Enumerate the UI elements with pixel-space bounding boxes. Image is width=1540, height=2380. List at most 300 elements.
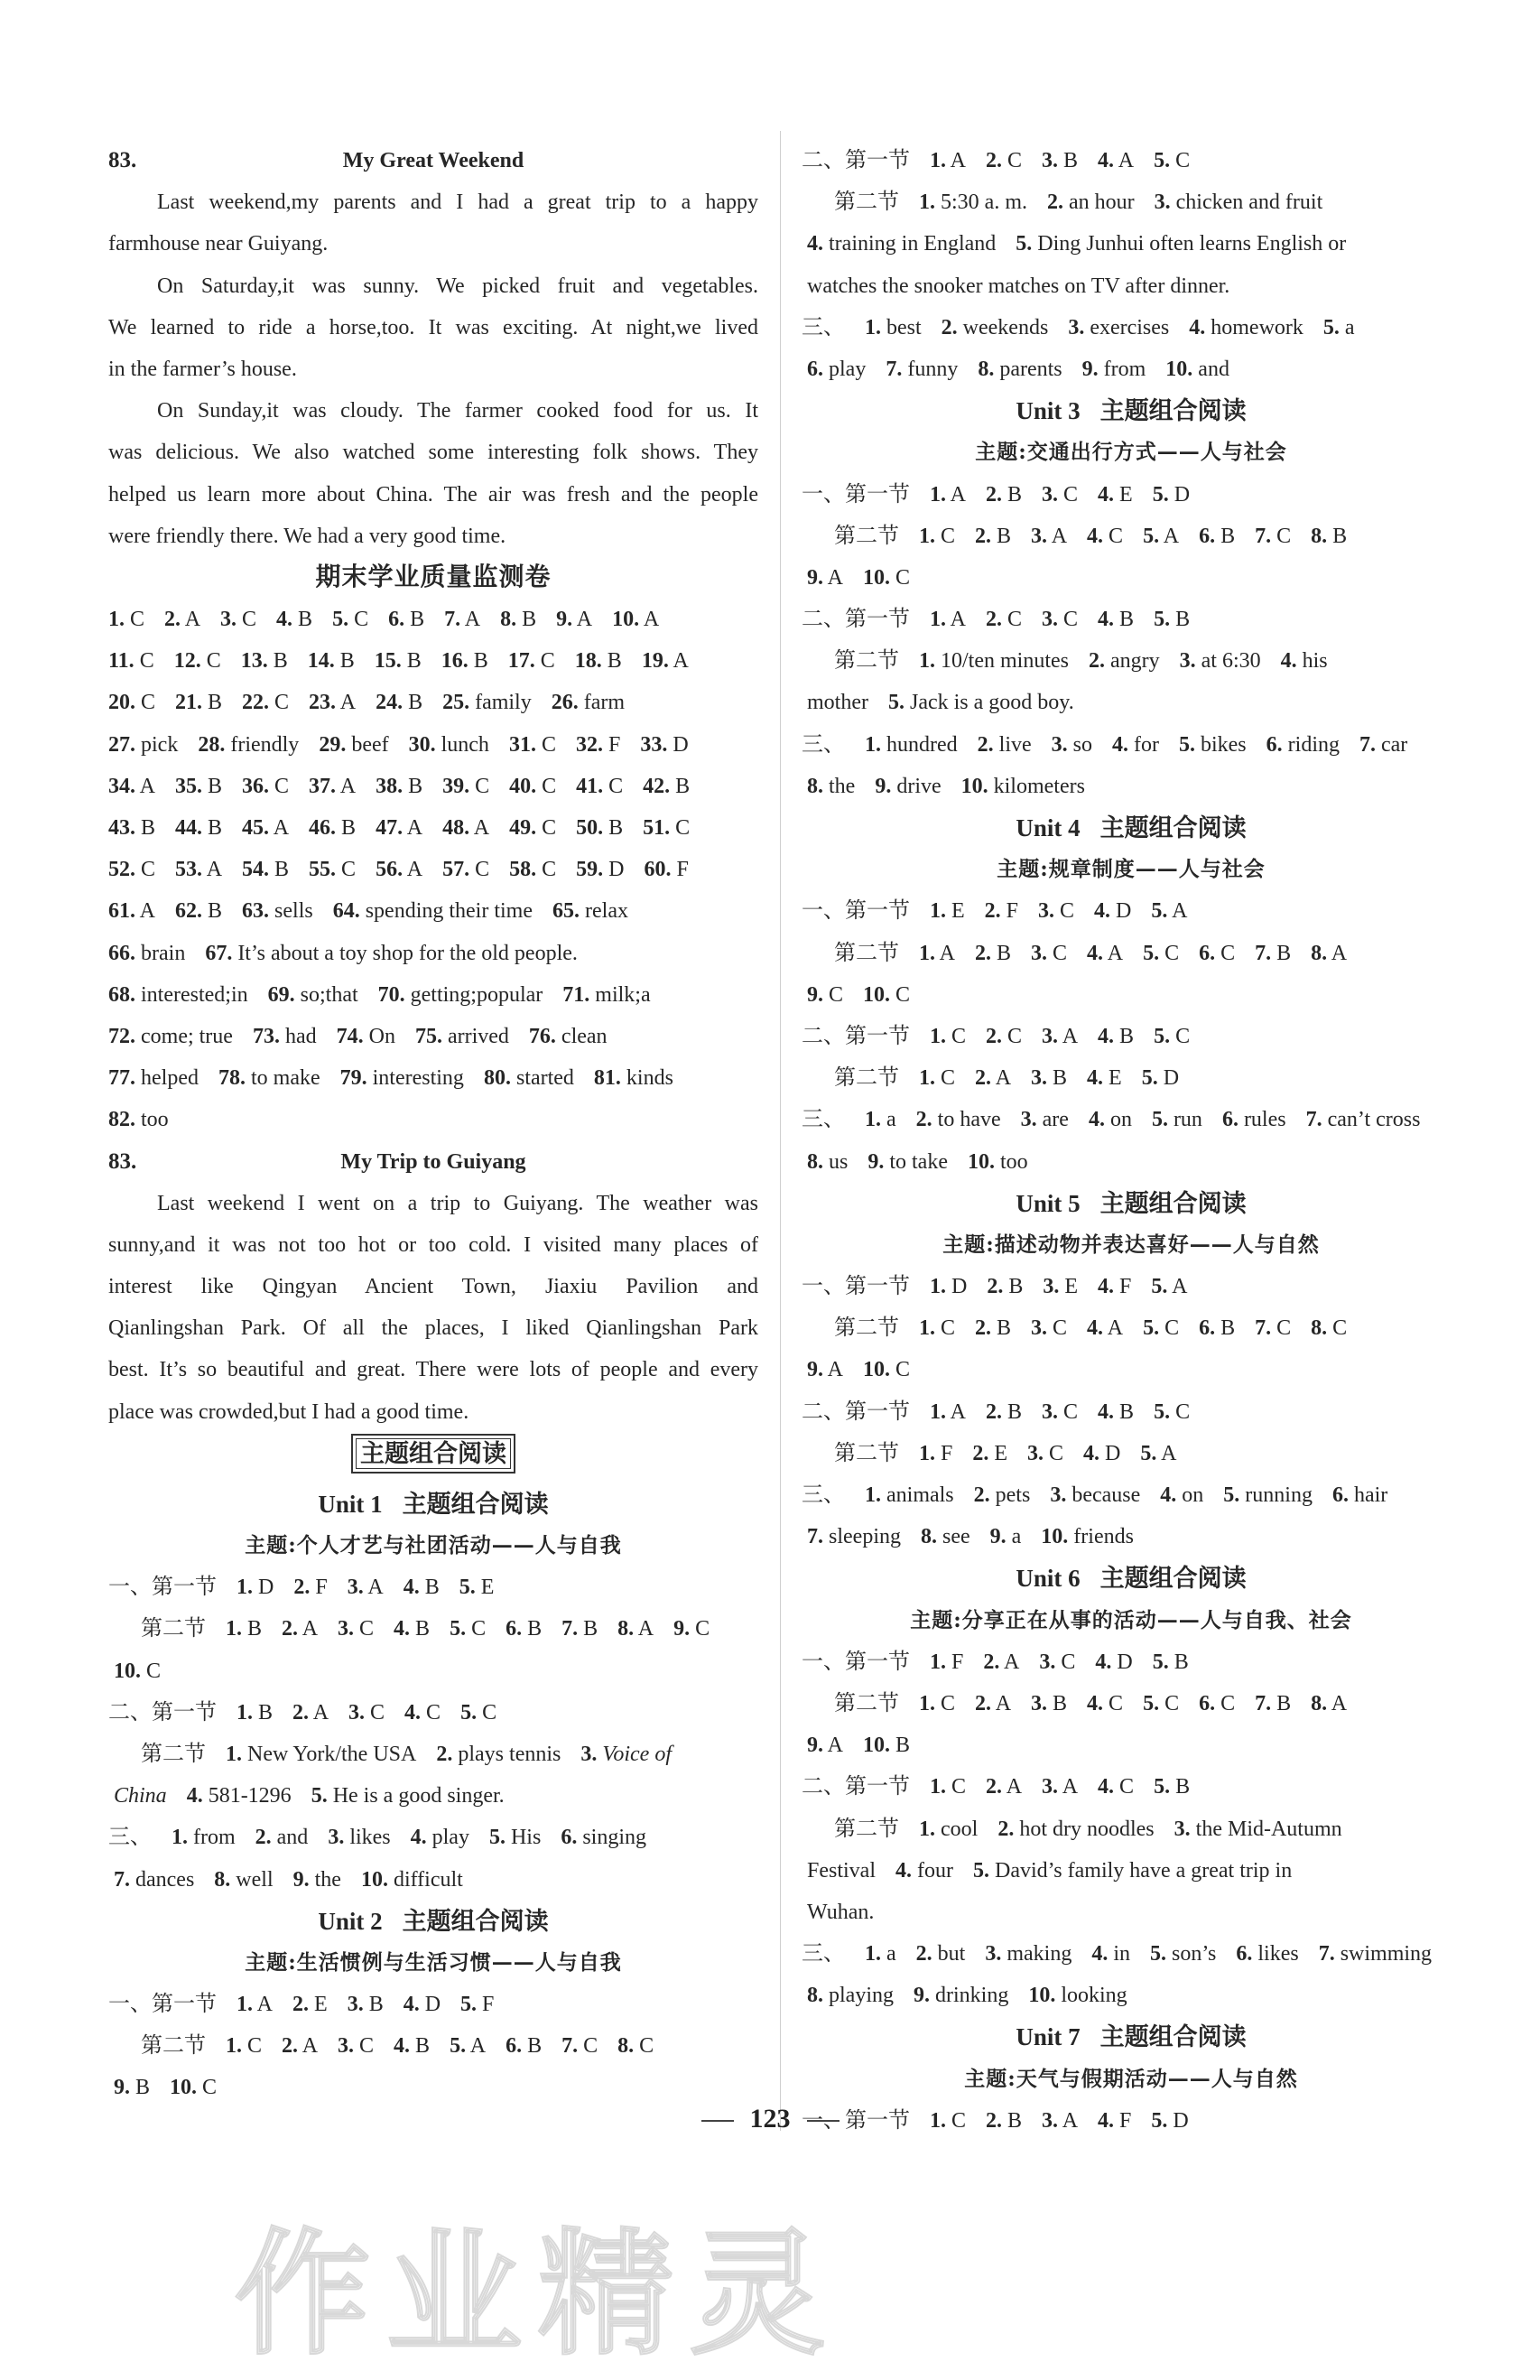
essay-line: was delicious. We also watched some interesting folk shows. They <box>108 441 758 465</box>
answer-value: best <box>881 315 922 339</box>
answer-number: 14. <box>307 649 335 674</box>
answer-row <box>108 2025 758 2067</box>
answer-item <box>612 599 659 640</box>
answer-number: 57. <box>442 858 470 882</box>
answer-value: C <box>535 732 556 757</box>
answer-row <box>802 599 1461 640</box>
answer-number: 4. <box>1098 1275 1115 1299</box>
unit-title <box>802 1557 1461 1599</box>
answer-value: C <box>200 649 221 674</box>
answer-section-label: 三、 <box>108 1826 152 1850</box>
answer-item <box>1236 1933 1298 1975</box>
answer-value: A <box>823 565 844 590</box>
answer-item <box>1098 140 1134 181</box>
answer-item <box>673 1608 710 1650</box>
essay-line: interest like Qingyan Ancient Town, Jiaxiu Pavilion and <box>108 1275 758 1299</box>
answer-number: 59. <box>576 858 604 882</box>
answer-row <box>108 1608 758 1650</box>
answer-item <box>961 766 1085 807</box>
answer-number: 9. <box>807 1734 823 1758</box>
answer-item <box>972 1433 1007 1474</box>
answer-item <box>807 974 843 1016</box>
answer-number: 36. <box>242 774 270 798</box>
answer-item <box>337 1016 395 1057</box>
answer-number: 39. <box>442 774 470 798</box>
essay-line: were friendly there. We had a very good time. <box>108 524 506 548</box>
answer-item <box>484 1057 574 1099</box>
answer-item <box>409 724 489 766</box>
answer-value: C <box>141 1659 162 1683</box>
answer-row <box>108 1099 758 1140</box>
answer-number: 2. <box>1047 191 1063 215</box>
answer-section-label: 第二节 <box>834 191 899 215</box>
answer-item <box>282 1608 318 1650</box>
right-units <box>802 390 1461 2142</box>
answer-value: are <box>1036 1108 1069 1132</box>
answer-value: B <box>267 649 288 674</box>
answer-item <box>975 516 1011 557</box>
answer-item <box>919 1433 952 1474</box>
answer-value: A <box>460 608 481 632</box>
answer-item <box>1043 1266 1078 1307</box>
answer-value: A <box>466 2034 487 2059</box>
answer-value: F <box>1114 2108 1132 2133</box>
answer-value: B <box>890 1734 911 1758</box>
answer-value: C <box>348 608 369 632</box>
answer-value: C <box>1047 1316 1068 1341</box>
answer-value: A <box>298 2034 319 2059</box>
answer-number: 10. <box>863 1734 891 1758</box>
answer-number: 75. <box>414 1024 442 1048</box>
answer-number: 1. <box>919 1441 935 1465</box>
answer-value: A <box>823 1358 844 1382</box>
answer-value: an hour <box>1063 191 1135 215</box>
answer-value: A <box>403 858 423 882</box>
answer-item <box>1281 640 1328 682</box>
essay-line: in the farmer’s house. <box>108 357 297 381</box>
watermark: 作业精灵 <box>235 2217 842 2374</box>
answer-value: C <box>1058 608 1079 632</box>
answer-row <box>802 1516 1461 1557</box>
answer-value: C <box>935 1316 956 1341</box>
answer-number: 20. <box>108 691 135 715</box>
answer-item <box>388 599 424 640</box>
answer-value: E <box>475 1576 495 1600</box>
answer-value: bikes <box>1194 732 1247 757</box>
answer-number: 28. <box>198 732 226 757</box>
answer-item <box>242 849 289 890</box>
answer-value: C <box>1044 1441 1064 1465</box>
unit-title <box>802 390 1461 432</box>
answer-item <box>930 1641 963 1683</box>
answer-number: 4. <box>186 1784 203 1808</box>
answer-number: 3. <box>338 2034 355 2059</box>
answer-number: 1. <box>930 1775 946 1799</box>
answer-value: mother <box>807 691 868 715</box>
answer-row <box>108 974 758 1016</box>
answer-number: 6. <box>807 357 823 381</box>
essay-line: place was crowded,but I had a good time. <box>108 1399 469 1424</box>
answer-section-label: 二、第一节 <box>802 608 910 632</box>
answer-row <box>802 1474 1461 1516</box>
answer-number: 2. <box>975 1691 992 1715</box>
answer-number: 3. <box>1050 1483 1067 1507</box>
answer-value: sells <box>269 899 313 924</box>
answer-number: 2. <box>986 1024 1003 1048</box>
answer-item <box>282 2025 318 2067</box>
answer-number: 1. <box>930 608 946 632</box>
answer-number: 6. <box>1199 941 1216 965</box>
answer-row <box>802 1307 1461 1349</box>
unit-heading: 主题组合阅读 <box>1099 1565 1247 1593</box>
answer-value: B <box>468 649 488 674</box>
answer-value: B <box>991 941 1012 965</box>
answer-row <box>802 766 1461 807</box>
answer-number: 6. <box>1199 1691 1216 1715</box>
answer-number: 5. <box>1143 524 1160 548</box>
answer-value: A <box>1167 899 1188 924</box>
answer-item <box>975 933 1011 974</box>
answer-number: 2. <box>915 1108 932 1132</box>
answer-value: E <box>1059 1275 1079 1299</box>
answer-item <box>562 974 650 1016</box>
answer-value: to make <box>245 1066 320 1091</box>
answer-item <box>1199 516 1235 557</box>
answer-value: D <box>667 732 689 757</box>
answer-number: 9. <box>807 1358 823 1382</box>
answer-item <box>506 1608 542 1650</box>
answer-number: 4. <box>1087 1691 1104 1715</box>
answer-number: 5. <box>1152 1650 1169 1674</box>
section-box-title: 主题组合阅读 <box>351 1434 515 1474</box>
answer-number: 5. <box>1143 941 1160 965</box>
answer-value: and <box>1192 357 1229 381</box>
answer-value: exercises <box>1084 315 1170 339</box>
answer-item <box>1016 223 1346 265</box>
answer-section-label: 一、第一节 <box>802 482 910 507</box>
answer-value: son’s <box>1166 1942 1217 1966</box>
answer-value: C <box>469 774 490 798</box>
answer-value: C <box>1159 1691 1180 1715</box>
answer-number: 71. <box>562 982 590 1007</box>
answer-number: 3. <box>338 1617 355 1641</box>
unit-title <box>802 1183 1461 1224</box>
answer-value: C <box>242 2034 263 2059</box>
answer-number: 2. <box>436 1742 453 1766</box>
answer-value: C <box>477 1700 497 1725</box>
answer-item <box>561 1608 598 1650</box>
answer-number: 3. <box>1042 149 1059 172</box>
answer-number: 4. <box>1091 1942 1109 1966</box>
answer-number: 37. <box>309 774 337 798</box>
answer-number: 23. <box>309 691 337 715</box>
answer-number: 8. <box>807 1149 823 1174</box>
answer-number: 5. <box>1151 1275 1168 1299</box>
answer-item <box>175 890 222 932</box>
unit-label: Unit 1 <box>318 1490 383 1518</box>
answer-item <box>276 599 312 640</box>
answer-number: 30. <box>408 732 436 757</box>
answer-row <box>108 1734 758 1775</box>
answer-value: A <box>181 608 201 632</box>
answer-row <box>802 349 1461 390</box>
answer-row <box>802 516 1461 557</box>
answer-value: Festival <box>807 1858 876 1883</box>
answer-value: E <box>946 899 965 924</box>
answer-item <box>986 140 1022 181</box>
answer-value: C <box>365 1700 385 1725</box>
answer-value: kilometers <box>988 774 1085 798</box>
answer-item <box>509 849 556 890</box>
answer-item <box>309 807 356 849</box>
answer-number: 4. <box>1098 2108 1115 2133</box>
answer-section-label: 三、 <box>802 1942 845 1966</box>
answer-number: 31. <box>508 732 536 757</box>
answer-number: 10. <box>1165 357 1193 381</box>
answer-number: 2. <box>975 941 992 965</box>
answer-value: C <box>135 691 156 715</box>
answer-section-label: 二、第一节 <box>802 1024 910 1048</box>
answer-item <box>1041 1516 1134 1557</box>
answer-item <box>930 474 966 516</box>
answer-number: 51. <box>643 816 671 840</box>
answer-value: A <box>309 1700 329 1725</box>
answer-item <box>1098 599 1134 640</box>
answer-number: 64. <box>332 899 360 924</box>
answer-number: 7. <box>1305 1108 1322 1132</box>
answer-item <box>990 1516 1022 1557</box>
answer-item <box>242 807 289 849</box>
answer-value: C <box>935 1066 956 1091</box>
answer-item <box>309 849 356 890</box>
answer-item <box>253 1016 317 1057</box>
answer-number: 10. <box>170 2076 198 2100</box>
answer-item <box>308 640 355 682</box>
answer-number: 7. <box>807 1525 823 1549</box>
answer-value: B <box>603 816 624 840</box>
answer-row <box>802 724 1461 766</box>
answer-value: B <box>1170 1775 1191 1799</box>
answer-item <box>237 1692 273 1734</box>
answer-value: C <box>1215 1691 1236 1715</box>
answer-value: B <box>269 858 290 882</box>
answer-value: C <box>1103 524 1124 548</box>
answer-number: 3. <box>1043 1275 1060 1299</box>
answer-value: hot dry noodles <box>1014 1817 1155 1841</box>
answer-value: B <box>253 1700 274 1725</box>
answer-row <box>108 1817 758 1858</box>
answer-row <box>802 474 1461 516</box>
answer-number: 2. <box>292 1993 310 2017</box>
answer-value: He is a good singer. <box>327 1784 505 1808</box>
answer-item <box>975 1683 1011 1725</box>
answer-number: 5. <box>1143 1691 1160 1715</box>
answer-value: C <box>1159 941 1180 965</box>
answer-value: B <box>410 1617 431 1641</box>
essay1-header <box>108 140 758 181</box>
answer-item <box>1098 1016 1134 1057</box>
answer-item <box>226 2025 262 2067</box>
answer-number: 21. <box>175 691 203 715</box>
footer-dash-right <box>807 2120 840 2122</box>
answer-item <box>450 1608 486 1650</box>
answer-value: the <box>309 1867 341 1892</box>
answer-item <box>1068 307 1169 349</box>
answer-item <box>242 890 313 932</box>
essay-line: helped us learn more about China. The air was fresh and the people <box>108 482 758 507</box>
answer-value: C <box>690 1617 710 1641</box>
answer-item <box>1311 1683 1347 1725</box>
answer-number: 2. <box>977 732 994 757</box>
answer-number: 8. <box>920 1525 937 1549</box>
answer-number: 22. <box>242 691 270 715</box>
answer-number: 4. <box>403 1993 420 2017</box>
answer-value: well <box>230 1867 274 1892</box>
answer-value: B <box>1114 1024 1135 1048</box>
answer-item <box>807 223 996 265</box>
essay1-number: 83. <box>108 148 137 172</box>
answer-value: C <box>197 2076 218 2100</box>
answer-value: live <box>993 732 1032 757</box>
answer-item <box>309 766 356 807</box>
essay-line: Qianlingshan Park. Of all the places, I liked Qianlingshan Park <box>108 1316 758 1341</box>
answer-value: F <box>310 1576 328 1600</box>
answer-value: family <box>469 691 532 715</box>
answer-number: 4. <box>1087 524 1104 548</box>
answer-number: 3. <box>1179 649 1196 674</box>
answer-value: from <box>188 1826 236 1850</box>
answer-item <box>576 766 623 807</box>
answer-item <box>292 1984 328 2025</box>
answer-number: 38. <box>376 774 404 798</box>
answer-item <box>509 724 556 766</box>
answer-number: 7. <box>561 2034 579 2059</box>
answer-item <box>807 1141 848 1183</box>
answer-number: 44. <box>175 816 203 840</box>
answer-value: angry <box>1104 649 1160 674</box>
answer-item <box>237 1984 273 2025</box>
answer-item <box>983 1641 1019 1683</box>
answer-value: B <box>403 691 423 715</box>
answer-item <box>1323 307 1355 349</box>
answer-value: 581-1296 <box>202 1784 292 1808</box>
answer-number: 2. <box>986 608 1003 632</box>
answer-item <box>1154 1016 1190 1057</box>
answer-item <box>340 1057 464 1099</box>
answer-item <box>552 890 628 932</box>
answer-value: C <box>1002 608 1023 632</box>
answer-item <box>442 766 489 807</box>
answer-number: 9. <box>989 1525 1007 1549</box>
answer-item <box>1087 1307 1123 1349</box>
answer-value: F <box>946 1650 964 1674</box>
answer-number: 34. <box>108 774 135 798</box>
answer-value: interesting <box>366 1066 464 1091</box>
answer-row <box>108 933 758 974</box>
answer-value: China <box>114 1784 167 1808</box>
answer-item <box>348 1984 384 2025</box>
answer-number: 70. <box>377 982 405 1007</box>
answer-value: play <box>823 357 867 381</box>
essay-line: Last weekend,my parents and I had a great trip to a happy <box>157 191 758 215</box>
answer-item <box>108 640 154 682</box>
answer-number: 74. <box>336 1024 364 1048</box>
answer-number: 2. <box>984 899 1001 924</box>
answer-item <box>875 766 941 807</box>
answer-number: 4. <box>1095 1650 1112 1674</box>
answer-number: 1. <box>930 2108 946 2133</box>
answer-value: B <box>410 2034 431 2059</box>
answer-number: 2. <box>915 1942 932 1966</box>
answer-row <box>108 1650 758 1692</box>
answer-number: 4. <box>1098 1024 1115 1048</box>
answer-number: 79. <box>339 1066 367 1091</box>
left-units <box>108 1483 758 2109</box>
answer-number: 6. <box>1236 1942 1253 1966</box>
answer-number: 3. <box>1031 1691 1048 1715</box>
answer-number: 3. <box>1042 1024 1059 1048</box>
answer-value: C <box>1058 482 1079 507</box>
answer-item <box>886 349 958 390</box>
answer-value: C <box>890 982 911 1007</box>
answer-number: 7. <box>1318 1942 1335 1966</box>
answer-section-label: 一、第一节 <box>108 1576 217 1600</box>
answer-value: A <box>946 149 967 172</box>
answer-value: C <box>534 649 555 674</box>
answer-row <box>108 1775 758 1817</box>
answer-item <box>975 1057 1011 1099</box>
answer-value: kinds <box>620 1066 673 1091</box>
answer-item <box>108 682 155 723</box>
answer-item <box>916 1933 966 1975</box>
answer-value: A <box>135 899 156 924</box>
answer-value: A <box>1047 524 1068 548</box>
essay2-number: 83. <box>108 1148 137 1174</box>
unit-title <box>108 1483 758 1525</box>
answer-row <box>802 1892 1461 1933</box>
answer-number: 3. <box>1051 732 1068 757</box>
answer-number: 3. <box>1031 941 1048 965</box>
answer-value: C <box>935 1691 956 1715</box>
answer-number: 82. <box>108 1108 135 1132</box>
answer-row <box>802 557 1461 599</box>
answer-item <box>1359 724 1407 766</box>
answer-item <box>108 1016 233 1057</box>
answer-item <box>309 682 356 723</box>
answer-item <box>986 1766 1022 1808</box>
answer-value: friends <box>1068 1525 1134 1549</box>
answer-value: see <box>936 1525 970 1549</box>
answer-value: dances <box>130 1867 195 1892</box>
answer-item <box>807 1892 874 1933</box>
answer-value: making <box>1001 1942 1072 1966</box>
answer-number: 3. <box>1027 1441 1044 1465</box>
answer-value: C <box>354 2034 375 2059</box>
answer-number: 4. <box>1088 1108 1105 1132</box>
answer-row <box>802 640 1461 682</box>
answer-value: plays tennis <box>452 1742 561 1766</box>
answer-item <box>1140 1433 1176 1474</box>
answer-item <box>404 1567 440 1608</box>
answer-item <box>242 682 289 723</box>
answer-number: 4. <box>1094 899 1111 924</box>
answer-item <box>205 933 578 974</box>
answer-value: getting;popular <box>404 982 543 1007</box>
answer-value: A <box>1002 1775 1023 1799</box>
answer-value: C <box>890 1358 911 1382</box>
answer-number: 2. <box>986 2108 1003 2133</box>
answer-item <box>1047 181 1135 223</box>
